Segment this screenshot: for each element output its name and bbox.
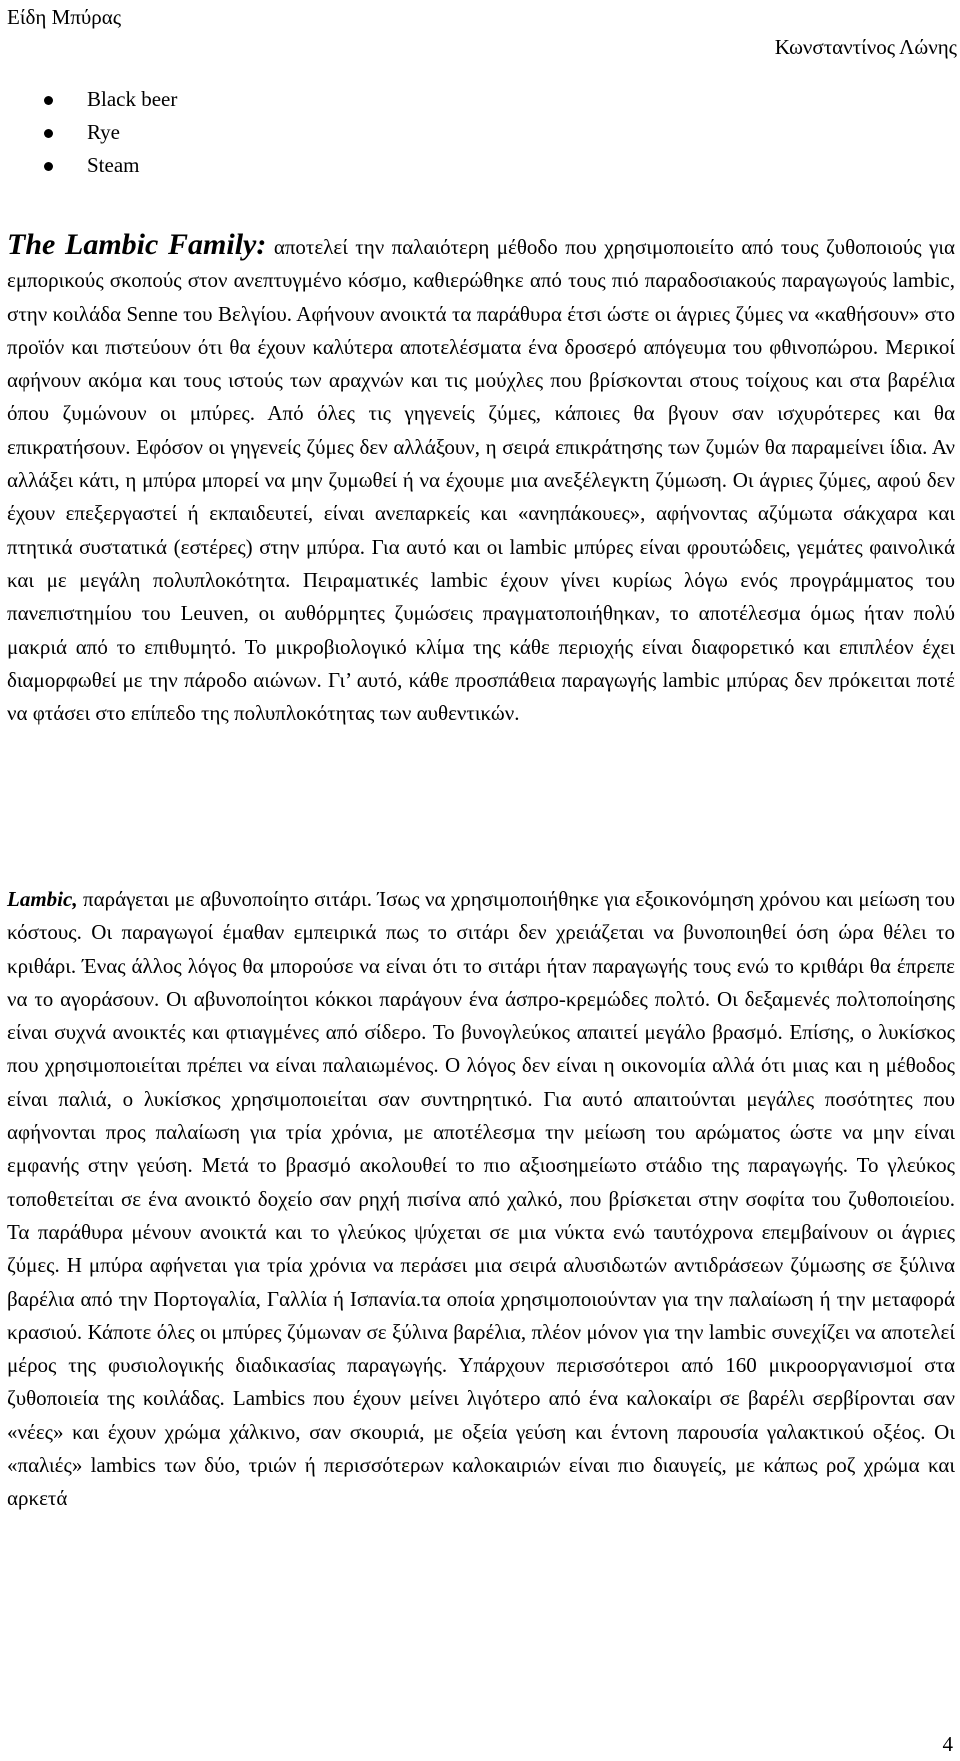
beer-type-list <box>0 83 177 182</box>
list-item-label: Black beer <box>87 87 178 111</box>
list-item <box>0 83 177 116</box>
paragraph-text: αποτελεί την παλαιότερη μέθοδο που χρησιμοποιείτο από τους ζυθοποιούς για εμπορικούς σκοπούς στον ανεπτυγμένο κόσμο, καθιερώθηκε από τους πιό παραδοσιακούς παραγωγούς lambic, στην κοιλάδα Senne του Βελγίου. Αφήνουν ανοικτά τα παράθυρα έτσι ώστε οι άγριες ζύμες να «καθήσουν» στο προϊόν και πιστεύουν ότι θα έχουν καλύτερα αποτελέσματα ένα δροσερό απόγευμα του φθινοπώρου. Μερικοί αφήνουν ακόμα και τους ιστούς των αραχνών και τις μούχλες που βρίσκονται στους τοίχους και στα βαρέλια όπου ζυμώνουν οι μπύρες. Από όλες τις γηγενείς ζύμες, κάποιες θα βγουν σαν ισχυρότερες και θα επικρατήσουν. Εφόσον οι γηγενείς ζύμες δεν αλλάξουν, η σειρά επικράτησης των ζυμών θα παραμείνει ίδια. Αν αλλάξει κάτι, η μπύρα μπορεί να μην ζυμωθεί ή να έχουμε μια ανεξέλεγκτη ζύμωση. Οι άγριες ζύμες, αφού δεν έχουν επεξεργαστεί ή εκπαιδευτεί, είναι ανεπαρκείς και «ανηπάκουες», αφήνοντας αζύμωτα σάκχαρα και πτητικά συστατικά (εστέρες) στην μπύρα. Για αυτό και οι lambic μπύρες είναι φρουτώδεις, γεμάτες φαινολικά και με μεγάλη πολυπλοκότητα. Πειραματικές lambic έχουν γίνει κυρίως λόγω ενός προγράμματος του πανεπιστημίου του Leuven, οι αυθόρμητες ζυμώσεις πραγματοποιήθηκαν, το αποτέλεσμα όμως ήταν πολύ μακριά από το επιθυμητό. Το μικροβιολογικό κλίμα της κάθε περιοχής είναι διαφορετικό και επιπλέον έχει διαμορφωθεί με την πάροδο αιώνων. Γι’ αυτό, κάθε προσπάθεια παραγωγής lambic μπύρας δεν πρόκειται ποτέ να φτάσει στο επίπεδο της πολυπλοκότητας των αυθεντικών. <box>7 235 955 726</box>
paragraph-heading: The Lambic Family: <box>7 228 267 261</box>
bullet-icon <box>44 129 53 138</box>
list-item <box>0 116 177 149</box>
list-item-label: Steam <box>87 153 140 177</box>
header-author: Κωνσταντίνος Λώνης <box>774 35 957 59</box>
paragraph-text: παράγεται με αβυνοποίητο σιτάρι. Ίσως να χρησιμοποιήθηκε για εξοικονόμηση χρόνου και μείωση του κόστους. Οι παραγωγοί έμαθαν εμπειρικά πως το σιτάρι δεν χρειάζεται να βυνοποιηθεί όση ώρα θέλει το κριθάρι. Ένας άλλος λόγος θα μπορούσε να είναι ότι το σιτάρι ήταν παραγωγής τους ενώ το κριθάρι θα έπρεπε να το αγοράσουν. Οι αβυνοποίητοι κόκκοι παράγουν ένα άσπρο-κρεμώδες πολτό. Οι δεξαμενές πολτοποίησης είναι συχνά ανοικτές και φτιαγμένες από σίδερο. Το βυνογλεύκος απαιτεί μεγάλο βρασμό. Επίσης, ο λυκίσκος που χρησιμοποιείται πρέπει να είναι παλαιωμένος. Ο λόγος δεν είναι η οικονομία αλλά ότι μιας και η μέθοδος είναι παλιά, ο λυκίσκος χρησιμοποιείται σαν συντηρητικό. Για αυτό απαιτούνται μεγάλες ποσότητες που αφήνονται προς παλαίωση για τρία χρόνια, με αποτέλεσμα την μείωση του αρώματος ώστε να μην είναι εμφανής στην γεύση. Μετά το βρασμό ακολουθεί το πιο αξιοσημείωτο στάδιο της παραγωγής. Το γλεύκος τοποθετείται σε ένα ανοικτό δοχείο σαν ρηχή πισίνα από χαλκό, που βρίσκεται στην σοφίτα του ζυθοποιείου. Τα παράθυρα μένουν ανοικτά και το γλεύκος ψύχεται σε μια νύκτα ενώ ταυτόχρονα επεμβαίνουν οι άγριες ζύμες. Η μπύρα αφήνεται για τρία χρόνια να περάσει μια σειρά αλυσιδωτών αντιδράσεων ζύμωσης σε ξύλινα βαρέλια από την Πορτογαλία, Γαλλία ή Ισπανία.τα οποία χρησιμοποιούνταν για την παλαίωση ή την μεταφορά κρασιού. Κάποτε όλες οι μπύρες ζύμωναν σε ξύλινα βαρέλια, πλέον μόνον για την lambic συνεχίζει να αποτελεί μέρος της φυσιολογικής διαδικασίας παραγωγής. Υπάρχουν περισσότεροι από 160 μικροοργανισμοί στα ζυθοποιεία της κοιλάδας. Lambics που έχουν μείνει λιγότερο από ένα καλοκαίρι σε βαρέλι σερβίρονται σαν «νέες» και έχουν χρώμα χάλκινο, σαν σκουριά, με οξεία γεύση και έντονη παρουσία γαλακτικού οξέος. Οι «παλιές» lambics των δύο, τριών ή περισσότερων καλοκαιριών είναι πιο διαυγείς, με κάπως ροζ χρώμα και αρκετά <box>7 887 955 1511</box>
bullet-icon <box>44 96 53 105</box>
bullet-icon <box>44 162 53 171</box>
paragraph-heading: Lambic, <box>7 887 78 911</box>
list-item <box>0 149 177 182</box>
lambic-paragraph <box>7 883 955 1516</box>
page-number: 4 <box>942 1732 953 1756</box>
list-item-label: Rye <box>87 120 120 144</box>
lambic-family-paragraph <box>7 228 955 730</box>
header-title: Είδη Μπύρας <box>7 5 122 29</box>
